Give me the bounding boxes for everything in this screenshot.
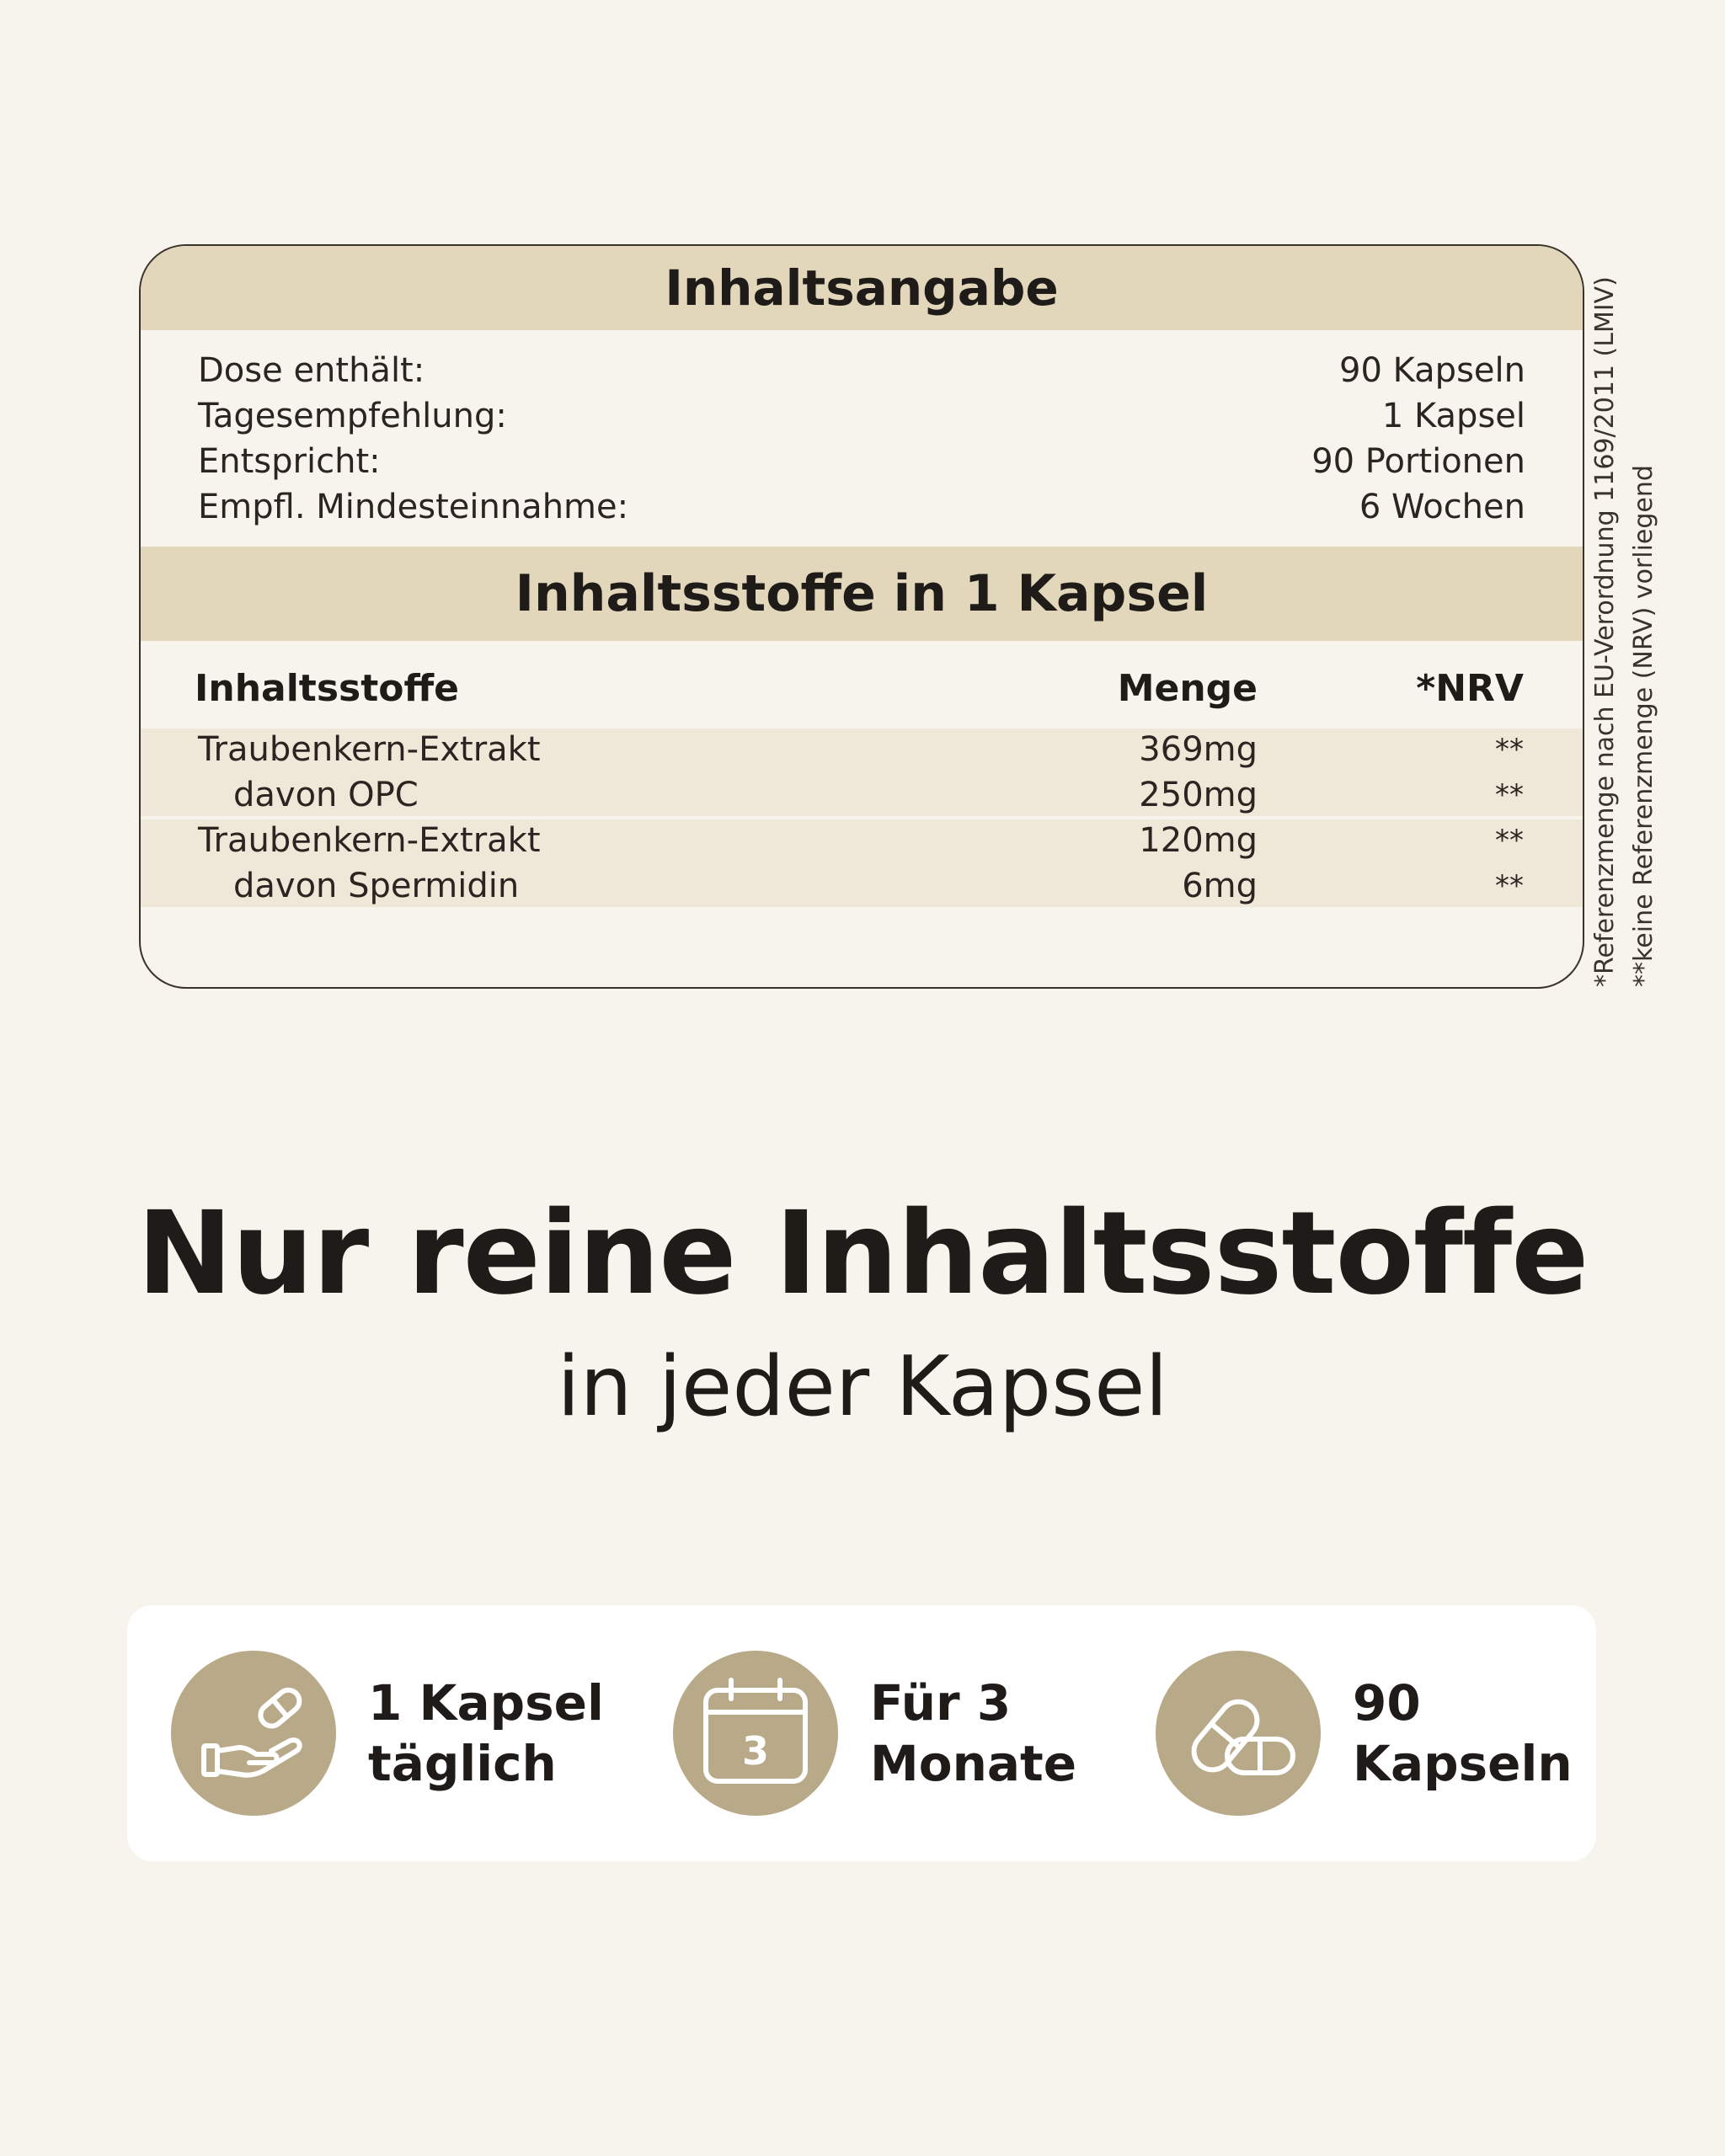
ingredient-name: davon OPC — [233, 776, 419, 814]
info-label: Tagesempfehlung: — [198, 397, 507, 435]
info-label: Empfl. Mindesteinnahme: — [198, 488, 629, 526]
ingredient-name: Traubenkern-Extrakt — [198, 821, 541, 860]
feature-line: Kapseln — [1353, 1735, 1573, 1792]
ingredient-name: Traubenkern-Extrakt — [198, 730, 541, 769]
ingredient-nrv: ** — [1495, 869, 1524, 903]
info-label: Entspricht: — [198, 442, 381, 481]
feature-text — [368, 1673, 604, 1794]
table-row — [141, 772, 1583, 818]
column-header-amount: Menge — [1117, 666, 1258, 710]
calendar-icon — [673, 1651, 838, 1816]
ingredients-title: Inhaltsstoffe in 1 Kapsel — [515, 564, 1209, 623]
table-row — [141, 818, 1583, 863]
info-row — [198, 439, 1525, 484]
nutrition-label-card — [139, 244, 1584, 989]
table-row — [141, 863, 1583, 909]
hero-subtitle: in jeder Kapsel — [557, 1339, 1168, 1435]
hero-title: Nur reine Inhaltsstoffe — [136, 1187, 1589, 1321]
info-value: 90 Portionen — [1311, 442, 1525, 481]
info-row — [198, 393, 1525, 439]
feature-line: 90 — [1353, 1674, 1421, 1732]
ingredient-nrv: ** — [1495, 778, 1524, 812]
feature-line: Für 3 — [870, 1674, 1012, 1732]
feature-daily-dose — [171, 1605, 604, 1861]
ingredient-amount: 120mg — [1139, 821, 1258, 860]
feature-quantity — [1156, 1605, 1573, 1861]
feature-duration — [673, 1605, 1076, 1861]
footnote-nrv-reference: *Referenzmenge nach EU-Verordnung 1169/2011 (LMIV) — [1590, 276, 1620, 987]
ingredient-amount: 369mg — [1139, 730, 1258, 769]
label-header — [141, 246, 1583, 330]
info-row — [198, 484, 1525, 530]
feature-text — [1353, 1673, 1573, 1794]
info-row — [198, 348, 1525, 393]
calendar-number: 3 — [741, 1728, 770, 1774]
features-panel — [127, 1605, 1596, 1861]
label-header-title: Inhaltsangabe — [665, 259, 1059, 317]
ingredient-name: davon Spermidin — [233, 867, 520, 905]
info-value: 1 Kapsel — [1381, 397, 1525, 435]
feature-line: 1 Kapsel — [368, 1674, 604, 1732]
ingredient-nrv: ** — [1495, 733, 1524, 766]
table-row — [141, 727, 1583, 772]
capsules-icon — [1156, 1651, 1321, 1816]
feature-line: Monate — [870, 1735, 1077, 1792]
column-header-name: Inhaltsstoffe — [195, 666, 459, 710]
feature-text — [870, 1673, 1076, 1794]
ingredient-amount: 250mg — [1139, 776, 1258, 814]
feature-line: täglich — [368, 1735, 557, 1792]
column-header-nrv: *NRV — [1416, 666, 1524, 710]
info-value: 6 Wochen — [1359, 488, 1525, 526]
info-value: 90 Kapseln — [1339, 351, 1525, 390]
ingredient-nrv: ** — [1495, 824, 1524, 857]
info-label: Dose enthält: — [198, 351, 425, 390]
hand-capsule-icon — [171, 1651, 336, 1816]
footnote-no-reference: **keine Referenzmenge (NRV) vorliegend — [1629, 465, 1658, 987]
ingredients-header — [141, 547, 1583, 641]
ingredient-amount: 6mg — [1182, 867, 1258, 905]
